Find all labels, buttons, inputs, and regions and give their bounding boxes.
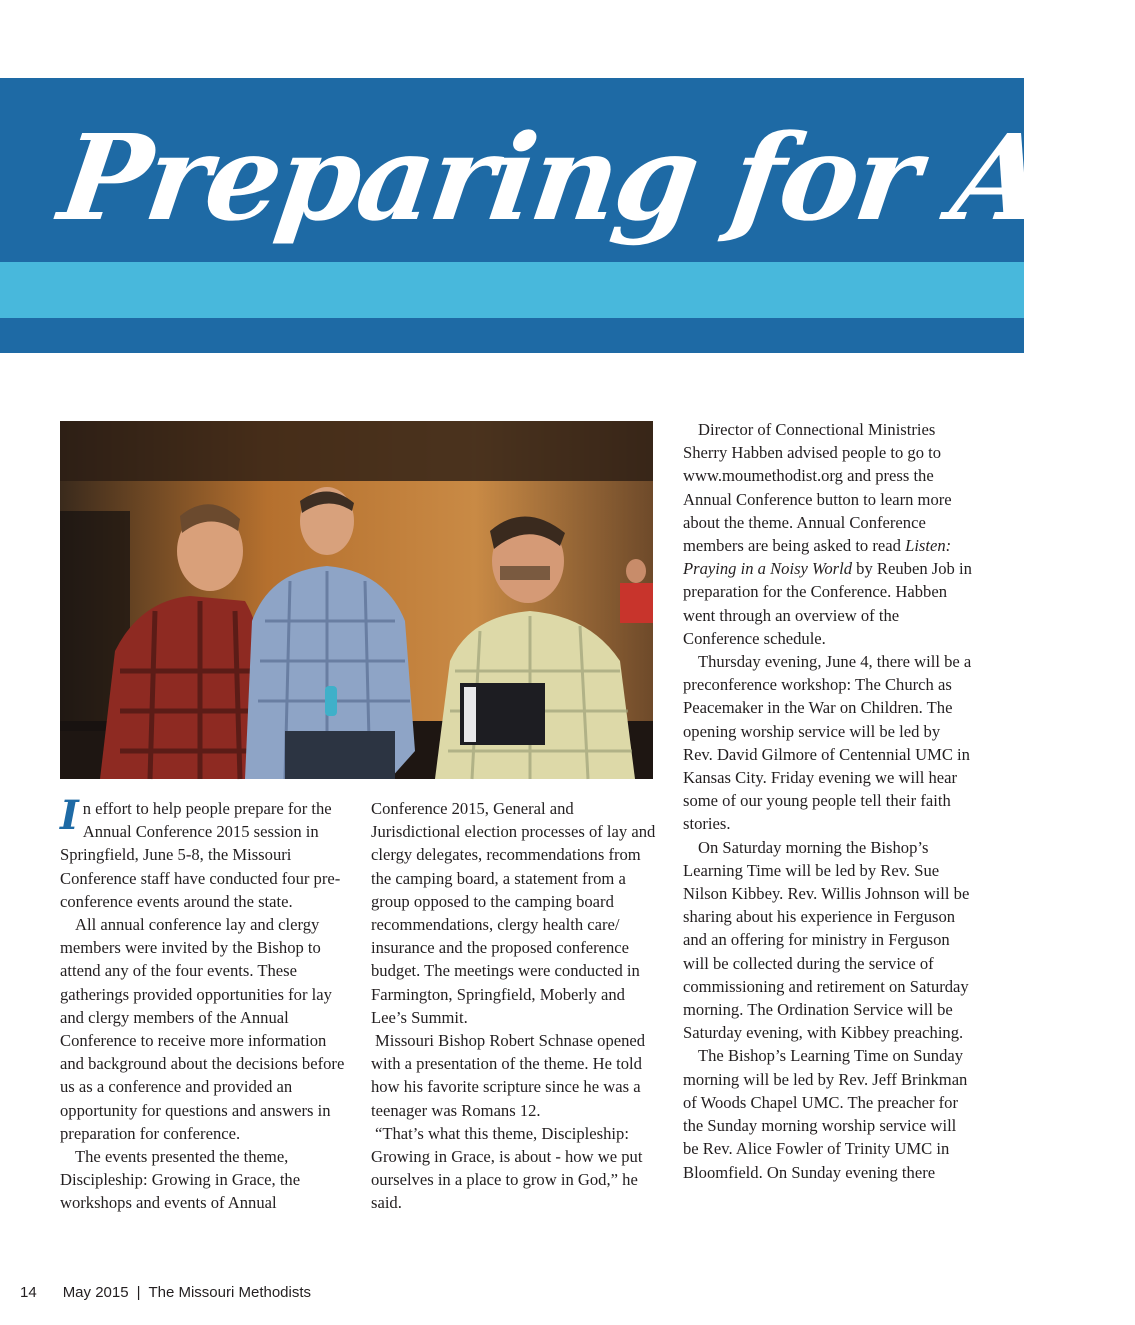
publication-name: The Missouri Methodists (148, 1284, 312, 1301)
article-paragraph: On Saturday morning the Bishop’s Learning Time will be led by Rev. Sue Nilson Kibbey. Rev. Willis Johnson will be sharing about his experience in Ferguson and an offering for ministry in Ferguson will be collected during the service of commissioning and retirement on Saturday morning. The Ordination Service will be Saturday evening, with Kibbey preaching. (683, 837, 970, 1043)
banner-band-light (0, 262, 1024, 318)
article-paragraph: Thursday evening, June 4, there will be a preconference workshop: The Church as Peacemaker in the War on Children. The opening worship service will be led by Rev. David Gilmore of Centennial UMC in Kansas City. Friday evening we will hear some of our young people tell their faith stories. (683, 652, 972, 834)
article-column-3 (683, 418, 973, 1184)
book-title: Listen: Praying in a Noisy World (683, 536, 952, 579)
drop-cap: I (60, 792, 79, 839)
page-footer (20, 1284, 311, 1301)
banner-band-bottom (0, 318, 1024, 353)
title-banner (0, 78, 1135, 353)
page-number: 14 (20, 1284, 37, 1301)
article-column-2 (371, 797, 661, 1215)
article-paragraph: All annual conference lay and clergy members were invited by the Bishop to attend any of the four events. These gatherings provided opportunities for lay and clergy members of the Annual Conference to receive more information and background about the decisions before us as a conference and provided an opportunity for questions and answers in preparation for conference. (60, 915, 345, 1143)
article-paragraph: The events presented the theme, Discipleship: Growing in Grace, the workshops and events of Annual (60, 1147, 301, 1213)
page-title: Preparing for An (52, 108, 1135, 247)
article-column-1 (60, 792, 350, 1215)
issue-date: May 2015 (62, 1284, 129, 1301)
article-paragraph: In effort to help people prepare for the Annual Conference 2015 session in Springfield, June 5-8, the Missouri Conference staff have conducted four pre-conference events around the state. (60, 792, 341, 911)
article-photo (60, 421, 653, 779)
footer-separator: | (136, 1284, 141, 1301)
article-paragraph: Director of Connectional Ministries Sherry Habben advised people to go to www.moumethodist.org and press the Annual Conference button to learn more about the theme. Annual Conference members are being asked to read Listen: Praying in a Noisy World by Reuben Job in preparation for the Conference. Habben went through an overview of the Conference schedule. (683, 420, 972, 648)
article-paragraph: The Bishop’s Learning Time on Sunday morning will be led by Rev. Jeff Brinkman of Woods Chapel UMC. The preacher for the Sunday morning worship service will be Rev. Alice Fowler of Trinity UMC in Bloomfield. On Sunday evening there (683, 1046, 968, 1182)
article-paragraph: Missouri Bishop Robert Schnase opened with a presentation of the theme. He told how his favorite scripture since he was a teenager was Romans 12. (371, 1031, 646, 1120)
article-paragraph: Conference 2015, General and Jurisdictional election processes of lay and clergy delegates, recommendations from the camping board, a statement from a group opposed to the camping board recommendations, clergy health care/ insurance and the proposed conference budget. The meetings were conducted in Farmington, Springfield, Moberly and Lee’s Summit. (371, 799, 656, 1027)
article-paragraph: “That’s what this theme, Discipleship: Growing in Grace, is about - how we put ourselves in a place to grow in God,” he said. (371, 1123, 643, 1213)
